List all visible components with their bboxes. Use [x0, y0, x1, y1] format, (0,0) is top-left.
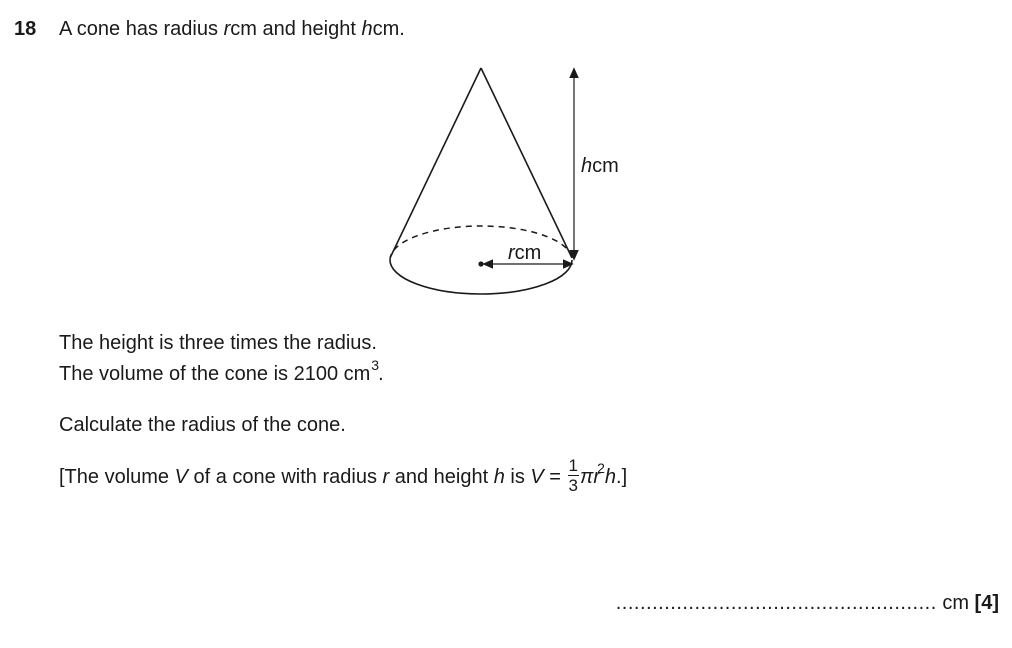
answer-line [616, 592, 999, 615]
one-third-fraction: $\frac{1}{3}$ [568, 456, 579, 495]
formula-line: [The volume V of a cone with radius r and height h is V = $\frac{1}{3}$ $\pi r^2h$.] [59, 456, 628, 495]
cone-base-back-dashed [390, 226, 572, 260]
volume-statement: The volume of the cone is 2100 $cm^3$. [59, 357, 384, 385]
question-intro: A cone has radius rcm and height hcm. [59, 18, 405, 40]
base-centre-point [478, 261, 483, 266]
answer-unit: cm [936, 592, 975, 614]
radius-label: rcm [508, 242, 542, 264]
cone-right-side [481, 68, 572, 258]
task-text: Calculate the radius of the cone. [59, 414, 346, 436]
cone-left-side [390, 68, 481, 258]
height-label: hcm [581, 155, 619, 177]
marks-label: [4] [974, 592, 999, 614]
question-number: 18 [14, 18, 37, 40]
answer-input-dots[interactable]: ..................................................... [615, 592, 937, 614]
height-relation-text: The height is three times the radius. [59, 332, 377, 354]
